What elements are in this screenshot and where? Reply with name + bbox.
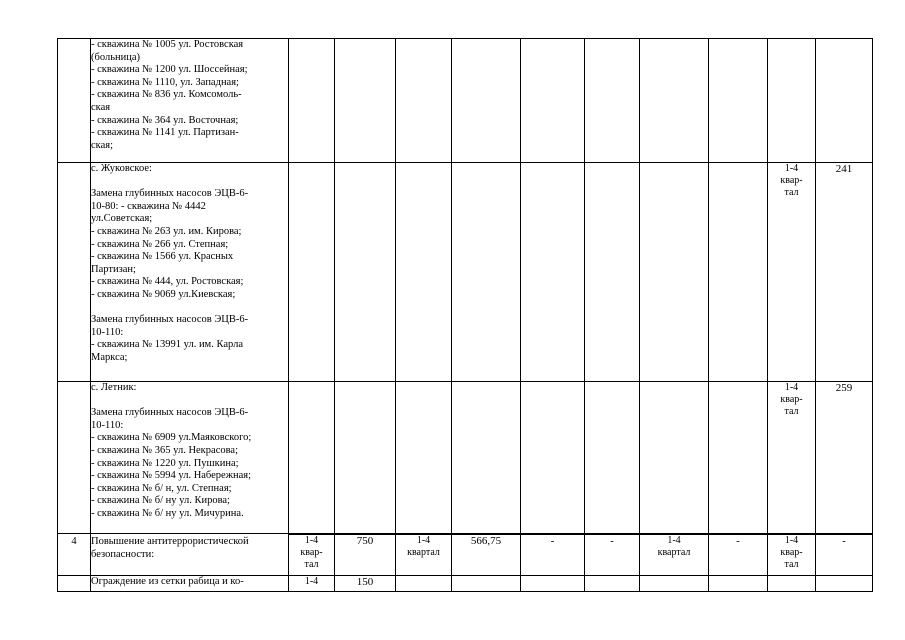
period-cell: 1-4 квар- тал — [768, 534, 816, 576]
amount-cell: 750 — [335, 534, 396, 576]
table-row — [58, 163, 873, 382]
table-row — [58, 382, 873, 534]
plan-table — [57, 38, 873, 592]
value-cell: 241 — [816, 163, 873, 382]
wells-list-zhukovskoe: с. Жуковское: Замена глубинных насосов ЭЦВ-6- 10-80: - скважина № 4442 ул.Советская; - скважина № 263 ул. им. Кирова; - скважина № 266 ул. Степная; - скважина № 1566 ул. Красных Партизан; - скважина № 444, ул. Ростовская; - скважина № 9069 ул.Киевская; Замена глубинных насосов ЭЦВ-6- 10-110: - скважина № 13991 ул. им. Карла Маркса; — [91, 163, 289, 382]
dash-cell: - — [816, 534, 873, 576]
value-cell: 259 — [816, 382, 873, 534]
period-cell: 1-4 квар- тал — [289, 534, 335, 576]
period-cell: 1-4 квар- тал — [768, 382, 816, 534]
amount-cell: 566,75 — [452, 534, 521, 576]
wells-list-continuation: - скважина № 1005 ул. Ростовская (больница) - скважина № 1200 ул. Шоссейная; - скважина № 1110, ул. Западная; - скважина № 836 ул. Комсомоль- ская - скважина № 364 ул. Восточная; - скважина № 1141 ул. Партизан- ская; — [91, 39, 289, 163]
number-cell — [58, 39, 91, 163]
number-cell — [58, 576, 91, 592]
dash-cell: - — [585, 534, 640, 576]
item-title: Повышение антитеррористической безопасности: — [91, 534, 289, 576]
amount-cell: 150 — [335, 576, 396, 592]
period-cell: 1-4 квартал — [640, 534, 709, 576]
table-row — [58, 576, 873, 592]
period-cell: 1-4 — [289, 576, 335, 592]
number-cell — [58, 163, 91, 382]
item-number: 4 — [58, 534, 91, 576]
dash-cell: - — [521, 534, 585, 576]
table-row — [58, 534, 873, 576]
table-row — [58, 39, 873, 163]
fence-title: Ограждение из сетки рабица и ко- — [91, 576, 289, 592]
wells-list-letnik: с. Летник: Замена глубинных насосов ЭЦВ-6- 10-110: - скважина № 6909 ул.Маяковского; - скважина № 365 ул. Некрасова; - скважина № 1220 ул. Пушкина; - скважина № 5994 ул. Набережная; - скважина № б/ н, ул. Степная; - скважина № б/ ну ул. Кирова; - скважина № б/ ну ул. Мичурина. — [91, 382, 289, 534]
number-cell — [58, 382, 91, 534]
dash-cell: - — [709, 534, 768, 576]
period-cell: 1-4 квартал — [396, 534, 452, 576]
period-cell: 1-4 квар- тал — [768, 163, 816, 382]
